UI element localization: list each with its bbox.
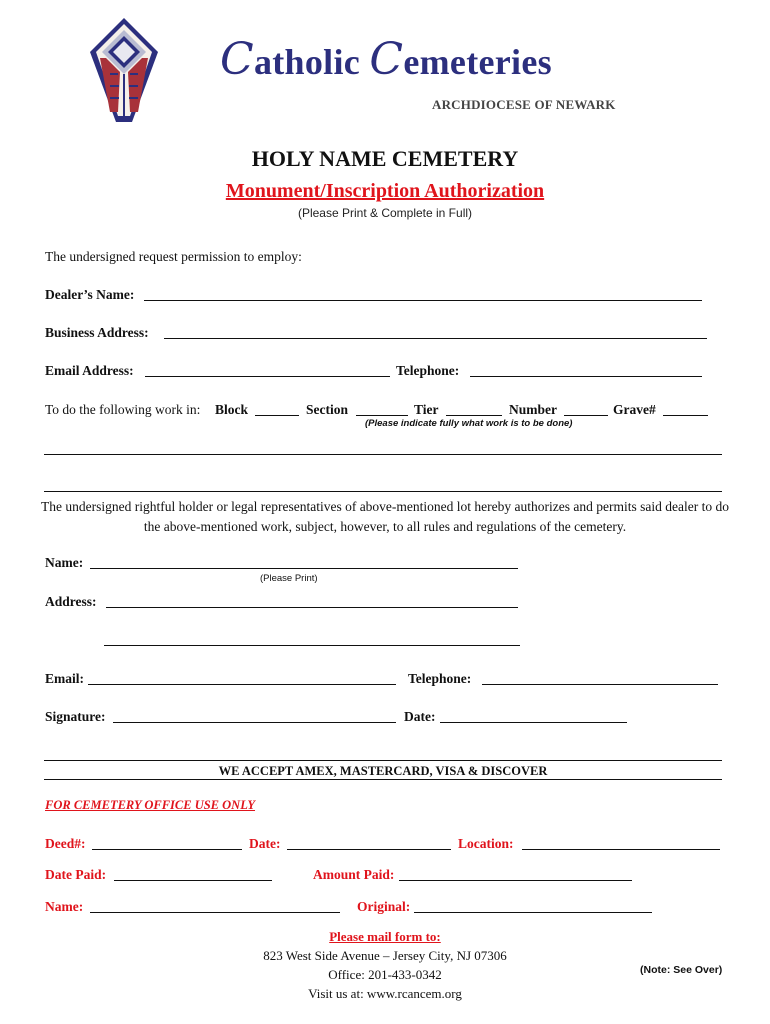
section-field[interactable] xyxy=(356,415,408,416)
signature-field[interactable] xyxy=(113,722,396,723)
office-date-label: Date: xyxy=(249,836,281,851)
email-address-label: Email Address: xyxy=(45,363,134,378)
business-address-field[interactable] xyxy=(164,338,707,339)
original-field[interactable] xyxy=(414,912,652,913)
work-description-line-1[interactable] xyxy=(44,454,722,455)
telephone-label: Telephone: xyxy=(396,363,460,378)
office-phone: Office: 201-433-0342 xyxy=(328,967,442,982)
cards-accepted-text: WE ACCEPT AMEX, MASTERCARD, VISA & DISCOVER xyxy=(218,764,548,778)
holder-telephone-field[interactable] xyxy=(482,684,718,685)
intro-text: The undersigned request permission to employ: xyxy=(45,249,302,264)
holder-name-field[interactable] xyxy=(90,568,518,569)
dealer-name-label: Dealer’s Name: xyxy=(45,287,135,302)
holder-name-label: Name: xyxy=(45,555,84,570)
location-label: Location: xyxy=(458,836,514,851)
work-location-label: To do the following work in: xyxy=(45,402,201,417)
tier-label: Tier xyxy=(414,402,439,417)
brand-name xyxy=(220,34,552,85)
amount-paid-field[interactable] xyxy=(399,880,632,881)
tier-field[interactable] xyxy=(446,415,502,416)
brand-word2: emeteries xyxy=(403,42,552,82)
dealer-name-field[interactable] xyxy=(144,300,702,301)
see-over-note: (Note: See Over) xyxy=(640,964,723,976)
holder-name-note: (Please Print) xyxy=(260,573,318,584)
print-instructions: (Please Print & Complete in Full) xyxy=(297,206,473,220)
holder-telephone-label: Telephone: xyxy=(408,671,472,686)
location-field[interactable] xyxy=(522,849,720,850)
archdiocese-label: ARCHDIOCESE OF NEWARK xyxy=(432,97,616,112)
catholic-cemeteries-logo xyxy=(86,14,162,126)
office-use-heading: FOR CEMETERY OFFICE USE ONLY xyxy=(45,798,256,812)
section-label: Section xyxy=(306,402,348,417)
deed-label: Deed#: xyxy=(45,836,86,851)
brand-letter-c2: C xyxy=(369,34,404,85)
holder-address-label: Address: xyxy=(45,594,97,609)
mail-heading: Please mail form to: xyxy=(329,929,441,944)
signature-label: Signature: xyxy=(45,709,106,724)
office-name-label: Name: xyxy=(45,899,84,914)
email-address-field[interactable] xyxy=(145,376,390,377)
date-paid-label: Date Paid: xyxy=(45,867,107,882)
work-description-line-2[interactable] xyxy=(44,491,722,492)
business-address-label: Business Address: xyxy=(45,325,149,340)
telephone-field[interactable] xyxy=(470,376,702,377)
work-description-note: (Please indicate fully what work is to be done) xyxy=(365,418,573,429)
website-text: Visit us at: www.rcancem.org xyxy=(308,986,462,1001)
amount-paid-label: Amount Paid: xyxy=(313,867,395,882)
brand-word1: atholic xyxy=(253,42,370,82)
date-paid-field[interactable] xyxy=(114,880,272,881)
office-name-field[interactable] xyxy=(90,912,340,913)
block-label: Block xyxy=(215,402,249,417)
divider-top xyxy=(44,760,722,761)
divider-bottom xyxy=(44,779,722,780)
mailing-address: 823 West Side Avenue – Jersey City, NJ 07306 xyxy=(263,948,507,963)
date-field[interactable] xyxy=(440,722,627,723)
office-date-field[interactable] xyxy=(287,849,451,850)
form-subtitle: Monument/Inscription Authorization xyxy=(225,180,545,202)
page-title: HOLY NAME CEMETERY xyxy=(251,146,519,171)
holder-address-field-2[interactable] xyxy=(104,645,520,646)
original-label: Original: xyxy=(357,899,411,914)
holder-address-field-1[interactable] xyxy=(106,607,518,608)
date-label: Date: xyxy=(404,709,436,724)
deed-field[interactable] xyxy=(92,849,242,850)
holder-email-field[interactable] xyxy=(88,684,396,685)
grave-label: Grave# xyxy=(613,402,656,417)
block-field[interactable] xyxy=(255,415,299,416)
number-label: Number xyxy=(509,402,557,417)
authorization-text: The undersigned rightful holder or legal representatives of above-mentioned lot hereby authorizes and permits said dealer to do the above-mentioned work, subject, however, to all rules and regulations of the cemetery. xyxy=(41,499,729,534)
holder-email-label: Email: xyxy=(45,671,84,686)
number-field[interactable] xyxy=(564,415,608,416)
grave-field[interactable] xyxy=(663,415,708,416)
brand-letter-c1: C xyxy=(220,34,254,85)
